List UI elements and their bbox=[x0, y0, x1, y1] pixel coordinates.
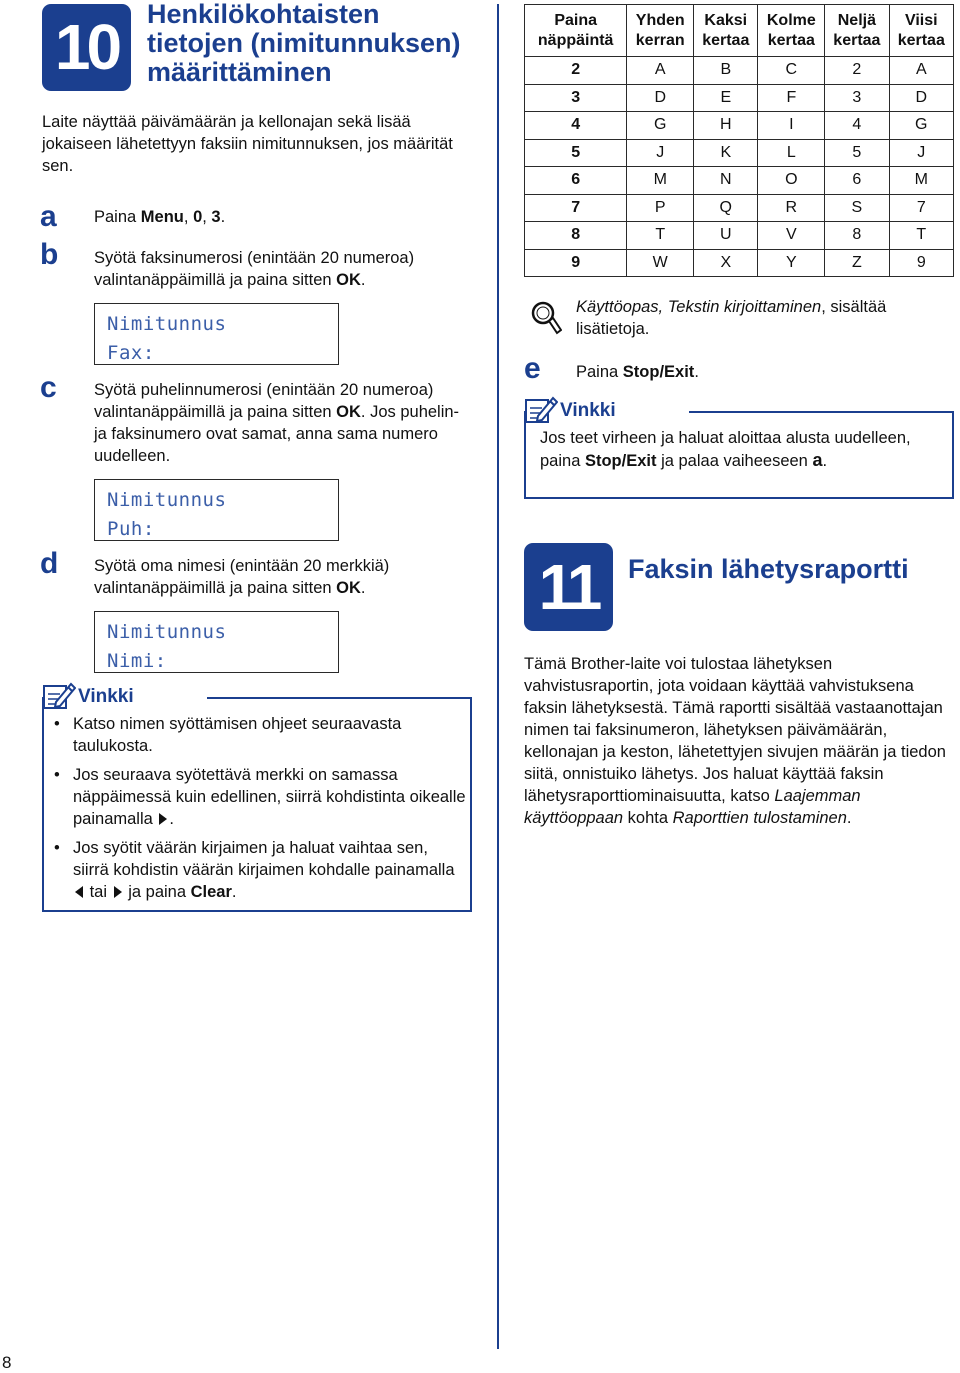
left-arrow-icon bbox=[75, 886, 83, 898]
table-cell: Q bbox=[694, 194, 758, 222]
table-cell: T bbox=[627, 222, 694, 250]
table-header: Viisi kertaa bbox=[889, 5, 953, 57]
table-row bbox=[525, 84, 954, 112]
table-row bbox=[525, 167, 954, 195]
table-cell: R bbox=[758, 194, 825, 222]
table-cell: J bbox=[889, 139, 953, 167]
table-cell: 2 bbox=[825, 57, 889, 85]
table-cell: 9 bbox=[889, 249, 953, 277]
table-cell: D bbox=[627, 84, 694, 112]
table-cell: 7 bbox=[889, 194, 953, 222]
table-cell: 9 bbox=[525, 249, 627, 277]
character-key-table bbox=[524, 4, 954, 277]
step-number-badge: 11 bbox=[524, 543, 613, 631]
table-cell: 5 bbox=[825, 139, 889, 167]
hint-title: Vinkki bbox=[560, 400, 616, 421]
table-row bbox=[525, 194, 954, 222]
hint-list bbox=[42, 713, 467, 910]
table-row bbox=[525, 112, 954, 140]
table-cell: Z bbox=[825, 249, 889, 277]
table-header: Kolme kertaa bbox=[758, 5, 825, 57]
table-cell: Y bbox=[758, 249, 825, 277]
reference-note: Käyttöopas, Tekstin kirjoittaminen, sisältää lisätietoja. bbox=[576, 298, 887, 338]
table-cell: A bbox=[627, 57, 694, 85]
table-cell: N bbox=[694, 167, 758, 195]
table-cell: X bbox=[694, 249, 758, 277]
table-cell: F bbox=[758, 84, 825, 112]
table-cell: L bbox=[758, 139, 825, 167]
table-cell: I bbox=[758, 112, 825, 140]
step-letter-c: c bbox=[40, 371, 57, 404]
step-letter-d: d bbox=[40, 547, 59, 580]
table-cell: B bbox=[694, 57, 758, 85]
table-cell: O bbox=[758, 167, 825, 195]
table-cell: 4 bbox=[825, 112, 889, 140]
table-header: Yhden kerran bbox=[627, 5, 694, 57]
hint2-text: Jos teet virheen ja haluat aloittaa alusta uudelleen, paina Stop/Exit ja palaa vaiheeseen a. bbox=[540, 429, 911, 470]
step-letter-a: a bbox=[40, 200, 57, 233]
hint-title: Vinkki bbox=[78, 686, 134, 707]
table-cell: M bbox=[889, 167, 953, 195]
table-cell: P bbox=[627, 194, 694, 222]
table-cell: G bbox=[627, 112, 694, 140]
table-cell: C bbox=[758, 57, 825, 85]
lcd-line: Puh: bbox=[107, 518, 155, 540]
list-item: • Jos syötit väärän kirjaimen ja haluat vaihtaa sen, siirrä kohdistin väärän kirjaimen kohdalle painamalla tai ja paina Clear. bbox=[42, 837, 467, 903]
table-row bbox=[525, 139, 954, 167]
page-number: 8 bbox=[2, 1353, 12, 1372]
table-cell: K bbox=[694, 139, 758, 167]
section-title-line: tietojen (nimitunnuksen) bbox=[147, 28, 461, 58]
table-cell: V bbox=[758, 222, 825, 250]
step-letter-b: b bbox=[40, 238, 59, 271]
section-title bbox=[147, 0, 487, 87]
table-cell: 7 bbox=[525, 194, 627, 222]
lcd-line: Nimitunnus bbox=[107, 489, 227, 511]
table-cell: 8 bbox=[525, 222, 627, 250]
table-cell: D bbox=[889, 84, 953, 112]
table-cell: T bbox=[889, 222, 953, 250]
table-cell: 5 bbox=[525, 139, 627, 167]
table-header: Paina näppäintä bbox=[525, 5, 627, 57]
table-cell: H bbox=[694, 112, 758, 140]
table-header: Kaksi kertaa bbox=[694, 5, 758, 57]
table-cell: J bbox=[627, 139, 694, 167]
lcd-line: Fax: bbox=[107, 342, 155, 364]
table-cell: S bbox=[825, 194, 889, 222]
table-cell: 6 bbox=[525, 167, 627, 195]
list-item: • Jos seuraava syötettävä merkki on samassa näppäimessä kuin edellinen, siirrä kohdistinta oikealle painamalla . bbox=[42, 764, 467, 830]
table-row bbox=[525, 222, 954, 250]
lcd-display bbox=[94, 303, 339, 365]
step-a-text: Paina Menu, 0, 3. bbox=[94, 208, 226, 226]
section-title-line: Henkilökohtaisten bbox=[147, 0, 380, 29]
table-cell: M bbox=[627, 167, 694, 195]
table-cell: 4 bbox=[525, 112, 627, 140]
table-cell: 6 bbox=[825, 167, 889, 195]
step-e-text: Paina Stop/Exit. bbox=[576, 363, 699, 381]
section-title-line: määrittäminen bbox=[147, 57, 332, 87]
table-cell: 3 bbox=[525, 84, 627, 112]
table-cell: 8 bbox=[825, 222, 889, 250]
table-row bbox=[525, 57, 954, 85]
table-header-row bbox=[525, 5, 954, 57]
list-item: • Katso nimen syöttämisen ohjeet seuraavasta taulukosta. bbox=[42, 713, 467, 757]
magnifier-icon bbox=[530, 300, 562, 336]
lcd-line: Nimitunnus bbox=[107, 621, 227, 643]
table-cell: G bbox=[889, 112, 953, 140]
step-letter-e: e bbox=[524, 352, 541, 385]
table-cell: 2 bbox=[525, 57, 627, 85]
table-cell: E bbox=[694, 84, 758, 112]
right-arrow-icon bbox=[114, 886, 122, 898]
lcd-display bbox=[94, 611, 339, 673]
table-header: Neljä kertaa bbox=[825, 5, 889, 57]
step-b-text: Syötä faksinumerosi (enintään 20 numeroa) valintanäppäimillä ja paina sitten OK. bbox=[94, 249, 415, 289]
table-cell: 3 bbox=[825, 84, 889, 112]
table-cell: U bbox=[694, 222, 758, 250]
step-number-badge: 10 bbox=[42, 4, 131, 91]
section11-body: Tämä Brother-laite voi tulostaa lähetyksen vahvistusraportin, jota voidaan käyttää vahvistuksena faksin lähetyksestä. Tämä raportti sisältää vastaanottajan nimen tai faksinumeron, lähetyksen päivämäärän, kellonajan ja keston, lähetettyjen sivujen määrän ja tiedon siitä, onnistuiko lähetys. Jos haluat käyttää faksin lähetysraporttiominaisuutta, katso Laajemman käyttöoppaan kohta Raporttien tulostaminen. bbox=[524, 655, 946, 827]
step-d-text: Syötä oma nimesi (enintään 20 merkkiä) valintanäppäimillä ja paina sitten OK. bbox=[94, 557, 390, 597]
lcd-line: Nimi: bbox=[107, 650, 167, 672]
intro-paragraph: Laite näyttää päivämäärän ja kellonajan sekä lisää jokaiseen lähetettyyn faksiin nimitunnuksen, jos määrität sen. bbox=[42, 113, 453, 175]
table-cell: W bbox=[627, 249, 694, 277]
table-cell: A bbox=[889, 57, 953, 85]
section-title: Faksin lähetysraportti bbox=[628, 554, 909, 584]
column-divider bbox=[497, 4, 499, 1349]
lcd-line: Nimitunnus bbox=[107, 313, 227, 335]
table-row bbox=[525, 249, 954, 277]
lcd-display bbox=[94, 479, 339, 541]
right-arrow-icon bbox=[159, 813, 167, 825]
step-c-text: Syötä puhelinnumerosi (enintään 20 numeroa) valintanäppäimillä ja paina sitten OK. Jos puhelin- ja faksinumero ovat samat, anna sama numero uudelleen. bbox=[94, 381, 460, 465]
